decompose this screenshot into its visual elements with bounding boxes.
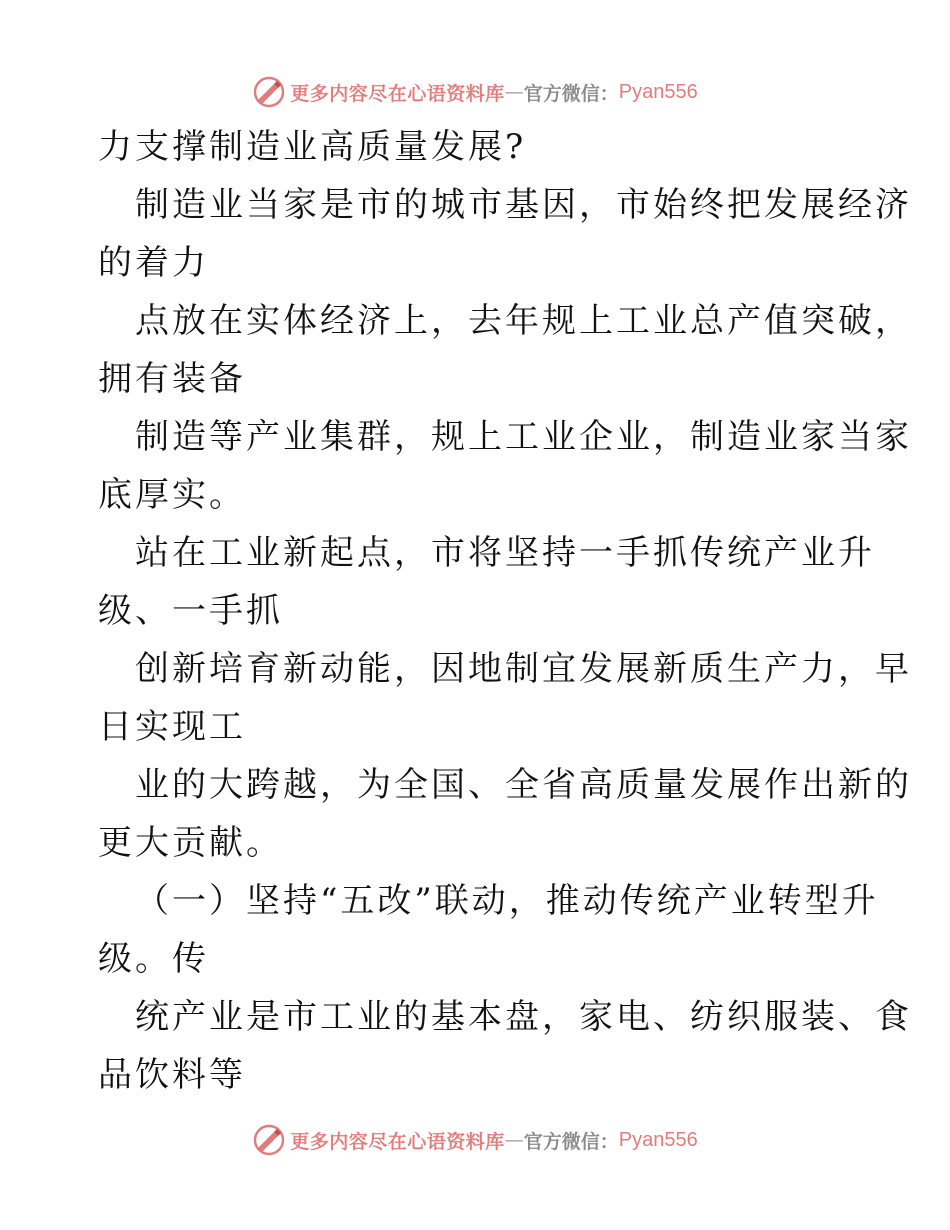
banner-wechat-id: Pyan556 — [618, 1128, 698, 1151]
paragraph-line: （一）坚持“五改”联动，推动传统产业转型升 — [135, 881, 879, 921]
text-line: 的着力 — [98, 243, 209, 283]
paragraph-line: 创新培育新动能，因地制宜发展新质生产力，早 — [135, 649, 912, 689]
paragraph-line: 业的大跨越，为全国、全省高质量发展作出新的 — [135, 765, 912, 805]
banner-wechat-label: 官方微信： — [523, 1130, 619, 1153]
paragraph-line: 制造业当家是市的城市基因，市始终把发展经济 — [135, 185, 912, 225]
pen-nib-logo-icon — [252, 75, 286, 109]
document-body — [98, 118, 912, 1104]
banner-separator: — — [504, 81, 524, 103]
text-line: 底厚实。 — [98, 475, 246, 515]
text-line: 级。传 — [98, 939, 209, 979]
banner-separator: — — [504, 1129, 524, 1151]
text-line: 拥有装备 — [98, 359, 246, 399]
text-line: 日实现工 — [98, 707, 246, 747]
paragraph-line: 制造等产业集群，规上工业企业，制造业家当家 — [135, 417, 912, 457]
text-line: 更大贡献。 — [98, 823, 283, 863]
text-line: 品饮料等 — [98, 1055, 246, 1095]
banner-title: 更多内容尽在心语资料库 — [290, 1130, 505, 1153]
footer-banner — [0, 1120, 950, 1160]
pen-nib-logo-icon — [252, 1123, 286, 1157]
header-banner — [0, 72, 950, 112]
text-line: 力支撑制造业高质量发展? — [98, 127, 527, 167]
paragraph-line: 点放在实体经济上，去年规上工业总产值突破， — [135, 301, 912, 341]
paragraph-line: 站在工业新起点，市将坚持一手抓传统产业升 — [135, 533, 875, 573]
paragraph-line: 统产业是市工业的基本盘，家电、纺织服装、食 — [135, 997, 912, 1037]
banner-wechat-label: 官方微信： — [523, 82, 619, 105]
text-line: 级、一手抓 — [98, 591, 283, 631]
banner-wechat-id: Pyan556 — [618, 80, 698, 103]
banner-title: 更多内容尽在心语资料库 — [290, 82, 505, 105]
